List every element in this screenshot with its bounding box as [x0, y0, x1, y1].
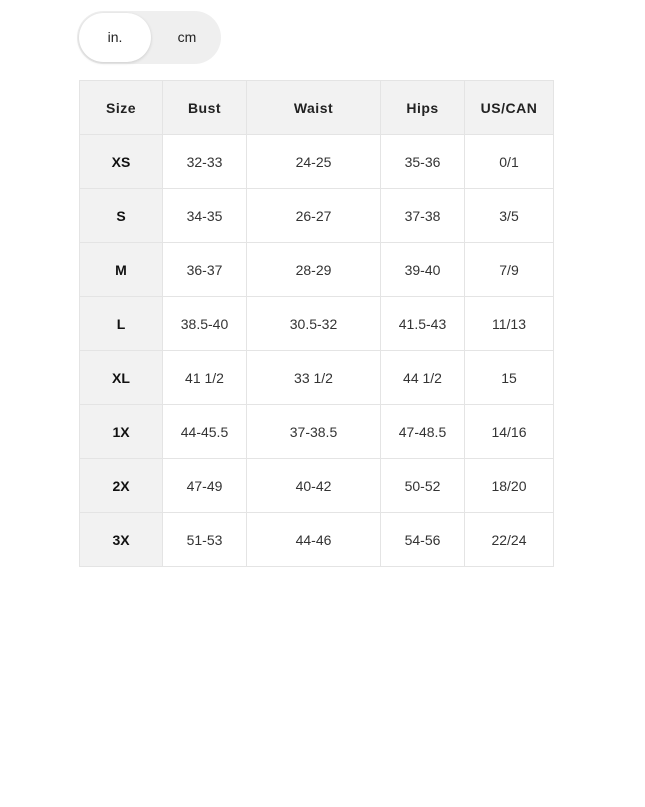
unit-option-centimeters[interactable]: cm [177, 29, 197, 45]
waist-cell: 33 1/2 [247, 351, 381, 405]
size-chart-table [79, 80, 554, 567]
waist-cell: 28-29 [247, 243, 381, 297]
size-cell: 2X [80, 459, 163, 513]
header-hips: Hips [381, 81, 465, 135]
unit-option-inches[interactable]: in. [79, 13, 151, 62]
header-size: Size [80, 81, 163, 135]
table-row [80, 405, 554, 459]
table-row [80, 297, 554, 351]
us-can-cell: 3/5 [465, 189, 554, 243]
table-row [80, 351, 554, 405]
table-header-row [80, 81, 554, 135]
bust-cell: 44-45.5 [163, 405, 247, 459]
waist-cell: 26-27 [247, 189, 381, 243]
us-can-cell: 15 [465, 351, 554, 405]
table-row [80, 243, 554, 297]
us-can-cell: 7/9 [465, 243, 554, 297]
table-row [80, 513, 554, 567]
size-cell: S [80, 189, 163, 243]
size-cell: L [80, 297, 163, 351]
header-waist: Waist [247, 81, 381, 135]
size-cell: 3X [80, 513, 163, 567]
table-row [80, 459, 554, 513]
header-bust: Bust [163, 81, 247, 135]
us-can-cell: 18/20 [465, 459, 554, 513]
bust-cell: 36-37 [163, 243, 247, 297]
header-us-can: US/CAN [465, 81, 554, 135]
size-cell: M [80, 243, 163, 297]
size-cell: 1X [80, 405, 163, 459]
hips-cell: 41.5-43 [381, 297, 465, 351]
table-row [80, 135, 554, 189]
bust-cell: 34-35 [163, 189, 247, 243]
waist-cell: 24-25 [247, 135, 381, 189]
hips-cell: 47-48.5 [381, 405, 465, 459]
bust-cell: 47-49 [163, 459, 247, 513]
table-row [80, 189, 554, 243]
us-can-cell: 22/24 [465, 513, 554, 567]
hips-cell: 44 1/2 [381, 351, 465, 405]
waist-cell: 44-46 [247, 513, 381, 567]
us-can-cell: 11/13 [465, 297, 554, 351]
unit-toggle[interactable] [77, 11, 221, 64]
size-cell: XS [80, 135, 163, 189]
hips-cell: 35-36 [381, 135, 465, 189]
waist-cell: 37-38.5 [247, 405, 381, 459]
us-can-cell: 0/1 [465, 135, 554, 189]
size-cell: XL [80, 351, 163, 405]
bust-cell: 38.5-40 [163, 297, 247, 351]
hips-cell: 50-52 [381, 459, 465, 513]
bust-cell: 41 1/2 [163, 351, 247, 405]
hips-cell: 37-38 [381, 189, 465, 243]
us-can-cell: 14/16 [465, 405, 554, 459]
waist-cell: 40-42 [247, 459, 381, 513]
waist-cell: 30.5-32 [247, 297, 381, 351]
hips-cell: 39-40 [381, 243, 465, 297]
hips-cell: 54-56 [381, 513, 465, 567]
bust-cell: 32-33 [163, 135, 247, 189]
bust-cell: 51-53 [163, 513, 247, 567]
